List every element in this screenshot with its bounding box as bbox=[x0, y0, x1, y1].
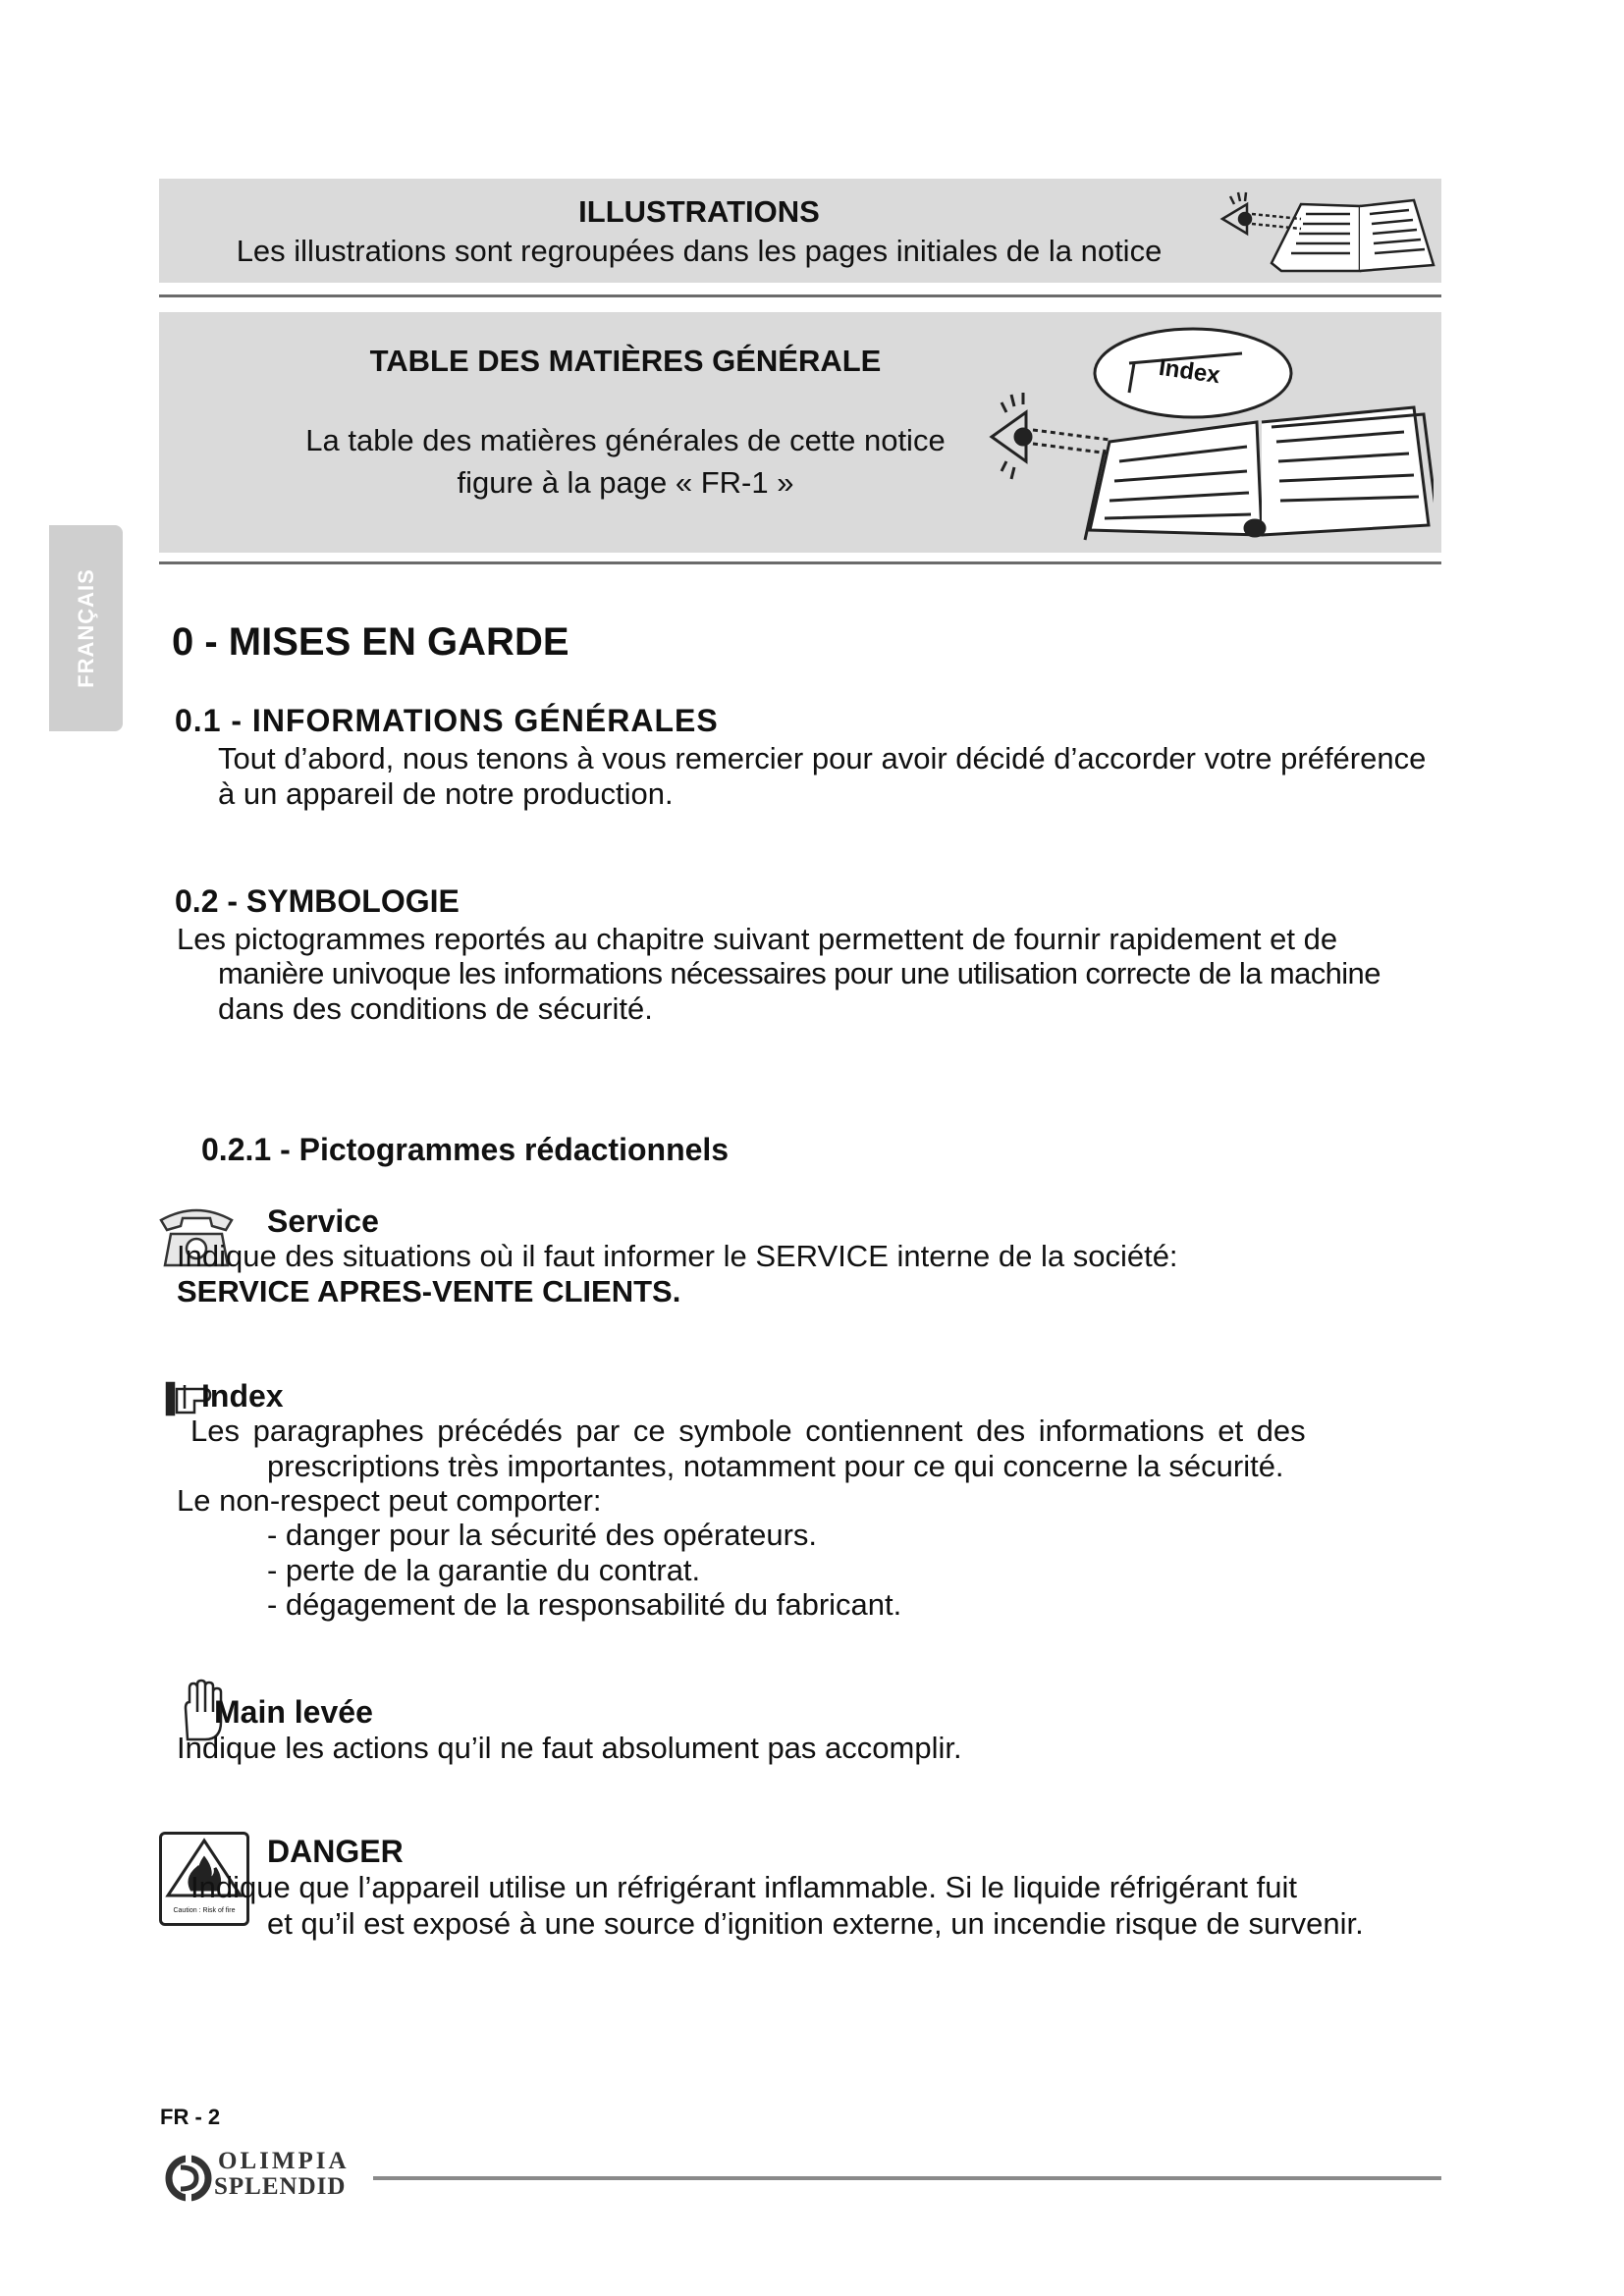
divider-top bbox=[159, 294, 1441, 297]
section-01-title: 0.1 - INFORMATIONS GÉNÉRALES bbox=[175, 703, 719, 738]
brand-line1: OLIMPIA bbox=[218, 2148, 350, 2174]
book-eye-icon bbox=[1213, 185, 1438, 278]
index-title: Index bbox=[201, 1378, 284, 1414]
index-line2: prescriptions très importantes, notamment pour ce qui concerne la sécurité. bbox=[267, 1449, 1284, 1483]
language-tab bbox=[49, 525, 123, 731]
illustrations-text: Les illustrations sont regroupées dans les pages initiales de la notice bbox=[236, 234, 1163, 268]
danger-title: DANGER bbox=[267, 1834, 404, 1869]
service-line2: SERVICE APRES-VENTE CLIENTS. bbox=[177, 1274, 681, 1308]
service-line1: Indique des situations où il faut informer le SERVICE interne de la société: bbox=[177, 1239, 1178, 1273]
index-item-3: - dégagement de la responsabilité du fabricant. bbox=[267, 1587, 902, 1622]
section-02-title: 0.2 - SYMBOLOGIE bbox=[175, 883, 460, 919]
language-tab-label: FRANÇAIS bbox=[73, 568, 98, 688]
olimpia-splendid-logo bbox=[159, 2150, 218, 2207]
section-021-title: 0.2.1 - Pictogrammes rédactionnels bbox=[201, 1132, 730, 1167]
section-01-line1: Tout d’abord, nous tenons à vous remercier pour avoir décidé d’accorder votre préférence bbox=[218, 741, 1427, 775]
main-levee-line1: Indique les actions qu’il ne faut absolument pas accomplir. bbox=[177, 1731, 962, 1765]
page-number: FR - 2 bbox=[160, 2105, 221, 2129]
index-badge-label: Index bbox=[1157, 353, 1222, 390]
main-levee-title: Main levée bbox=[214, 1694, 373, 1730]
toc-text-line2: figure à la page « FR-1 » bbox=[457, 465, 794, 500]
section-0-title: 0 - MISES EN GARDE bbox=[172, 620, 569, 664]
section-02-line3: dans des conditions de sécurité. bbox=[218, 991, 653, 1026]
toc-title: TABLE DES MATIÈRES GÉNÉRALE bbox=[369, 344, 882, 378]
index-line3: Le non-respect peut comporter: bbox=[177, 1483, 602, 1518]
open-book-index-icon bbox=[982, 324, 1434, 550]
section-02-line1: Les pictogrammes reportés au chapitre suivant permettent de fournir rapidement et de bbox=[177, 922, 1338, 956]
section-01-line2: à un appareil de notre production. bbox=[218, 776, 674, 811]
danger-line1: Indique que l’appareil utilise un réfrigérant inflammable. Si le liquide réfrigérant fuit bbox=[190, 1870, 1297, 1904]
footer-rule bbox=[373, 2176, 1441, 2180]
illustrations-title: ILLUSTRATIONS bbox=[578, 194, 820, 229]
danger-line2: et qu’il est exposé à une source d’ignition externe, un incendie risque de survenir. bbox=[267, 1906, 1364, 1941]
brand-line2: SPLENDID bbox=[214, 2173, 347, 2200]
index-line1: Les paragraphes précédés par ce symbole contiennent des informations et des bbox=[190, 1414, 1306, 1448]
service-title: Service bbox=[267, 1203, 379, 1239]
index-item-2: - perte de la garantie du contrat. bbox=[267, 1553, 701, 1587]
section-02-line2: manière univoque les informations nécessaires pour une utilisation correcte de la machine bbox=[218, 956, 1380, 990]
divider-bottom bbox=[159, 561, 1441, 564]
toc-text-line1: La table des matières générales de cette notice bbox=[305, 423, 946, 457]
index-item-1: - danger pour la sécurité des opérateurs. bbox=[267, 1518, 818, 1552]
danger-badge-text: Caution : Risk of fire bbox=[173, 1907, 236, 1914]
